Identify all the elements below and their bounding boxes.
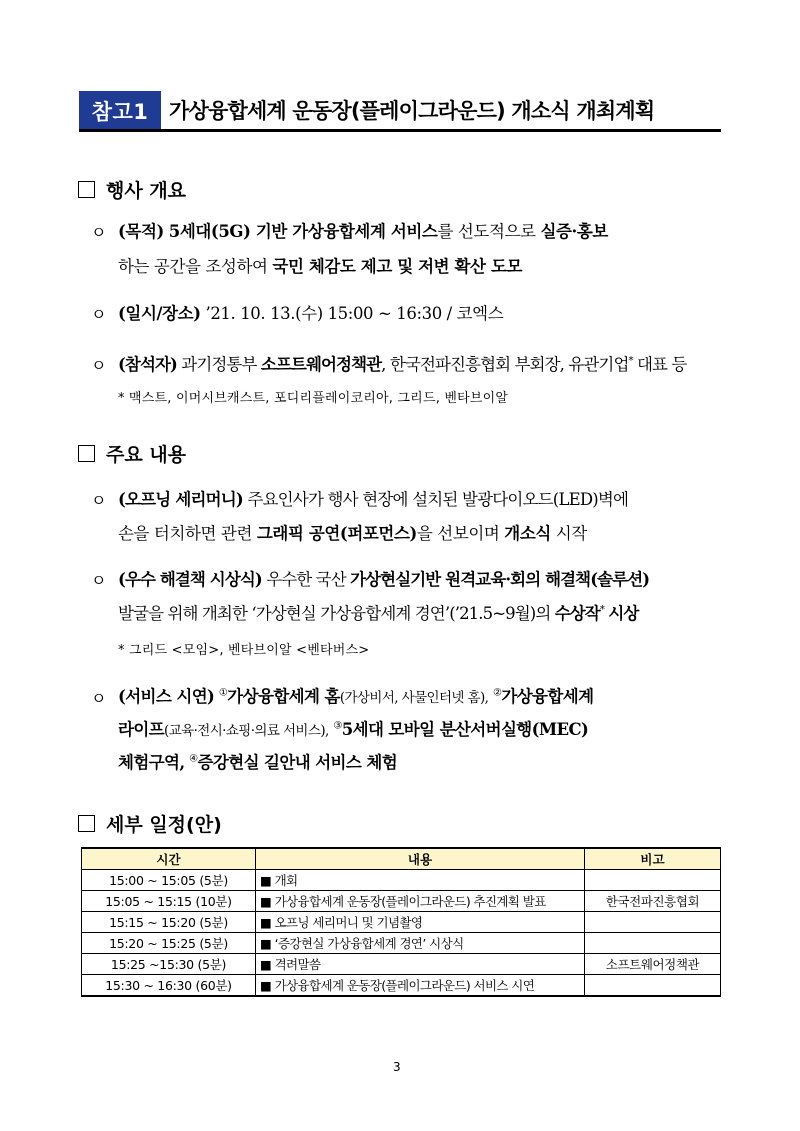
cell-time: 15:00 ~ 15:05 (5분) — [82, 870, 256, 891]
document-title-bar — [79, 91, 721, 131]
column-header-time: 시간 — [82, 848, 256, 870]
opening-line-2: 손을 터치하면 관련 그래픽 공연(퍼포먼스)을 선보이며 개소식 시작 — [118, 524, 587, 543]
award-note: * 그리드 <모임>, 벤타브이알 <벤타버스> — [118, 643, 370, 658]
cell-time: 15:05 ~ 15:15 (10분) — [82, 891, 256, 912]
table-row — [82, 933, 721, 954]
checkbox-square-icon — [78, 445, 95, 462]
cell-time: 15:25 ~15:30 (5분) — [82, 954, 256, 975]
page-number: 3 — [393, 1060, 401, 1074]
cell-time: 15:15 ~ 15:20 (5분) — [82, 912, 256, 933]
reference-badge: 참고1 — [79, 91, 161, 131]
attendees-note: * 맥스트, 이머시브캐스트, 포디리플레이코리아, 그리드, 벤타브이알 — [118, 391, 509, 406]
attendees-line: (참석자) 과기정통부 소프트웨어정책관, 한국전파진흥협회 부회장, 유관기업* 대표 등 — [118, 355, 687, 374]
section-heading-schedule: 세부 일정(안) — [78, 810, 222, 837]
column-header-note: 비고 — [585, 848, 721, 870]
section-heading-main-content: 주요 내용 — [78, 440, 186, 467]
table-row — [82, 870, 721, 891]
cell-note: 한국전파진흥협회 — [585, 891, 721, 912]
bullet-icon: ㅇ — [91, 689, 107, 708]
demo-line-1: (서비스 시연) ①가상융합세계 홈(가상비서, 사물인터넷 홈), ②가상융합세계 — [118, 687, 594, 706]
bullet-icon: ㅇ — [91, 223, 107, 242]
bullet-icon: ㅇ — [91, 305, 107, 324]
cell-note: 소프트웨어정책관 — [585, 954, 721, 975]
schedule-table — [81, 847, 721, 997]
cell-time: 15:20 ~ 15:25 (5분) — [82, 933, 256, 954]
column-header-content: 내용 — [256, 848, 585, 870]
table-row — [82, 954, 721, 975]
checkbox-square-icon — [78, 815, 95, 832]
cell-note — [585, 933, 721, 954]
demo-line-2: 라이프(교육·전시·쇼핑·의료 서비스), ③5세대 모바일 분산서버실행(MEC) — [118, 720, 589, 739]
purpose-line-2: 하는 공간을 조성하여 국민 체감도 제고 및 저변 확산 도모 — [118, 257, 523, 276]
section-heading-overview: 행사 개요 — [78, 176, 186, 203]
demo-line-3: 체험구역, ④증강현실 길안내 서비스 체험 — [118, 753, 398, 772]
opening-line-1: (오프닝 세리머니) 주요인사가 행사 현장에 설치된 발광다이오드(LED)벽에 — [118, 490, 629, 509]
award-line-2: 발굴을 위해 개최한 ‘가상현실 가상융합세계 경연’(’21.5~9월)의 수상작* 시상 — [118, 604, 639, 623]
table-row — [82, 912, 721, 933]
cell-content: ■ 개회 — [256, 870, 585, 891]
cell-note — [585, 975, 721, 997]
cell-content: ■ 격려말씀 — [256, 954, 585, 975]
datetime-line: (일시/장소) ’21. 10. 13.(수) 15:00 ~ 16:30 / 코엑스 — [118, 304, 504, 323]
cell-time: 15:30 ~ 16:30 (60분) — [82, 975, 256, 997]
cell-content: ■ 오프닝 세리머니 및 기념촬영 — [256, 912, 585, 933]
bullet-icon: ㅇ — [91, 571, 107, 590]
cell-content: ■ ‘증강현실 가상융합세계 경연’ 시상식 — [256, 933, 585, 954]
bullet-icon: ㅇ — [91, 491, 107, 510]
page-title: 가상융합세계 운동장(플레이그라운드) 개소식 개최계획 — [169, 99, 655, 123]
bullet-icon: ㅇ — [91, 356, 107, 375]
award-line-1: (우수 해결책 시상식) 우수한 국산 가상현실기반 원격교육·회의 해결책(솔루션) — [118, 570, 650, 589]
table-header-row — [82, 848, 721, 870]
purpose-line-1: (목적) 5세대(5G) 기반 가상융합세계 서비스를 선도적으로 실증·홍보 — [118, 222, 608, 241]
cell-content: ■ 가상융합세계 운동장(플레이그라운드) 추진계획 발표 — [256, 891, 585, 912]
title-underline — [79, 129, 721, 132]
checkbox-square-icon — [78, 181, 95, 198]
cell-note — [585, 912, 721, 933]
table-row — [82, 975, 721, 997]
cell-note — [585, 870, 721, 891]
table-row — [82, 891, 721, 912]
cell-content: ■ 가상융합세계 운동장(플레이그라운드) 서비스 시연 — [256, 975, 585, 997]
